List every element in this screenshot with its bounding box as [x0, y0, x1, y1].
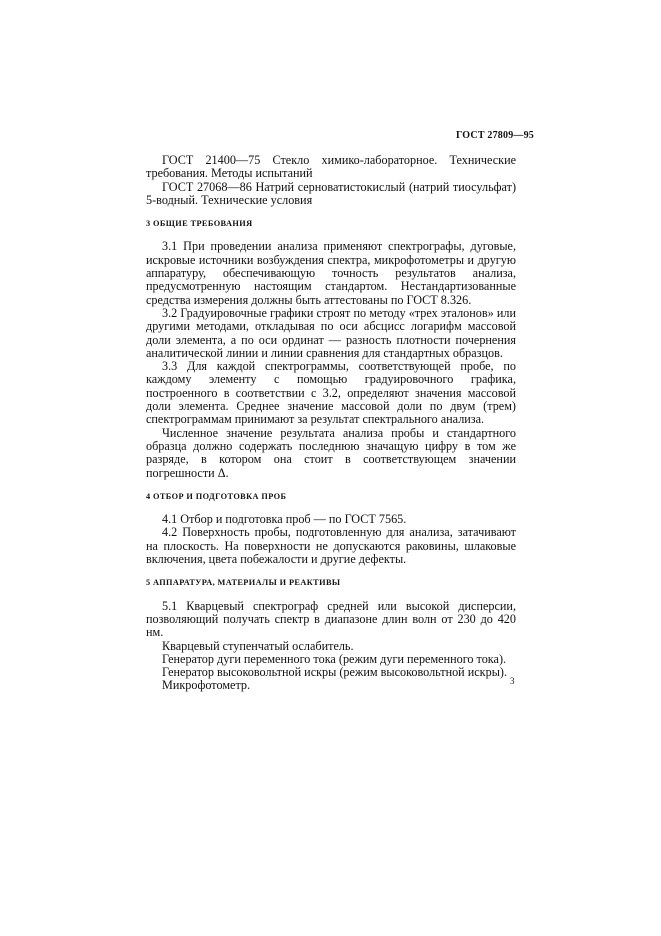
section-3-heading: 3 ОБЩИЕ ТРЕБОВАНИЯ [146, 219, 253, 229]
document-code-header: ГОСТ 27809—95 [455, 130, 534, 141]
clause-3-1: 3.1 При проведении анализа применяют спектрографы, дуговые, искровые источники возбуждения спектра, микрофотометры и другую аппаратуру, обеспечивающую точность результатов анализа, предусмотренную настоящим стандартом. Нестандартизованные средства измерения должны быть аттестованы по ГОСТ 8.326. [146, 239, 516, 307]
clause-3-3: 3.3 Для каждой спектрограммы, соответствующей пробе, по каждому элементу с помощью градуировочного графика, построенного в соответствии с 3.2, определяют значения массовой доли элемента. Среднее значение массовой доли по двум (трем) спектрограммам принимают за результат спектрального анализа. [146, 359, 516, 427]
section-4-heading: 4 ОТБОР И ПОДГОТОВКА ПРОБ [146, 491, 287, 501]
clause-4-1: 4.1 Отбор и подготовка проб — по ГОСТ 7565. [162, 512, 407, 527]
equipment-item-spark-generator: Генератор высоковольтной искры (режим высоковольтной искры). [162, 665, 507, 680]
reference-gost-27068: ГОСТ 27068—86 Натрий серноватистокислый (натрий тиосульфат) 5-водный. Технические условия [146, 179, 516, 207]
clause-3-3-note: Численное значение результата анализа пробы и стандартного образца должно содержать последнюю значащую цифру в том же разряде, в котором она стоит в соответствующем значении погрешности Δ. [146, 425, 516, 480]
equipment-item-attenuator: Кварцевый ступенчатый ослабитель. [162, 638, 354, 653]
equipment-item-microphotometer: Микрофотометр. [162, 678, 251, 693]
clause-4-2: 4.2 Поверхность пробы, подготовленную для анализа, затачивают на плоскость. На поверхности не допускаются раковины, шлаковые включения, цвета побежалости и другие дефекты. [146, 525, 516, 567]
section-5-heading: 5 АППАРАТУРА, МАТЕРИАЛЫ И РЕАКТИВЫ [146, 578, 341, 588]
document-body [146, 154, 516, 693]
clause-3-2: 3.2 Градуировочные графики строят по методу «трех эталонов» или другими методами, откладывая по оси абсцисс логарифм массовой доли элемента, а по оси ординат — разность плотности почернения аналитической линии и линии сравнения для стандартных образцов. [146, 305, 516, 360]
reference-gost-21400: ГОСТ 21400—75 Стекло химико-лабораторное. Технические требования. Методы испытаний [146, 153, 516, 181]
clause-5-1: 5.1 Кварцевый спектрограф средней или высокой дисперсии, позволяющий получать спектр в диапазоне длин волн от 230 до 420 нм. [146, 598, 516, 640]
page-number: 3 [510, 676, 515, 686]
equipment-item-arc-generator: Генератор дуги переменного тока (режим дуги переменного тока). [162, 651, 507, 666]
